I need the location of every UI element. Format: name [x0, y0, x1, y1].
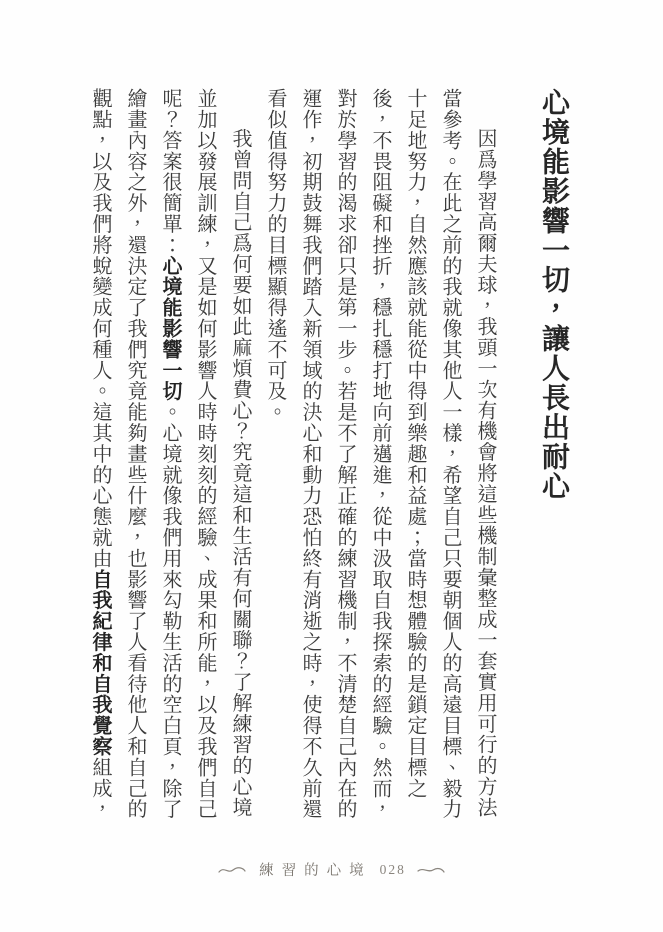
emphasis-text: 自我紀律和自我覺察 [89, 568, 111, 757]
body-segment: 。心境就像我們用來勾勒生活的空白頁，除了繪畫內容之外，還決定了我們究竟能夠畫些什麼，也影響了人看待他人和自己的觀點，以及我們將蛻變成何種人。這其中的心態就由 [89, 88, 181, 820]
body-segment: 我曾問自己爲何要如此麻煩費心？究竟這和生活有何關聯？了解練習的心境並加以發展訓練，又是如何影響人時時刻刻的經驗、成果和所能，以及我們自己呢？答案很簡單： [159, 88, 251, 820]
body-text [82, 88, 502, 820]
body-segment: 因爲學習高爾夫球，我頭一次有機會將這些機制彙整成一套實用可行的方法當參考。在此之前的我就像其他人一樣，希望自己只要朝個人的高遠目標、毅力十足地努力，自然應該就能從中得到樂趣和益處；當時想體驗的是鎖定目標之後，不畏阻礙和挫折，穩扎穩打地向前邁進，從中汲取自我探索的經驗。然而，對於學習的渴求卻只是第一步。若是不了解正確的練習機制，不清楚自己內在的運作，初期鼓舞我們踏入新領域的決心和動力恐怕終有消逝之時，使得不久前還看似值得努力的目標顯得遙不可及。 [264, 88, 496, 820]
footer-book-title: 練習的心境 [259, 863, 372, 879]
running-footer [0, 859, 663, 880]
wave-ornament-left-icon [217, 864, 247, 876]
chapter-title: 心境能影響一切，讓人長出耐心 [538, 88, 569, 501]
emphasis-text: 心境能影響一切 [159, 255, 181, 402]
footer-page-number: 028 [379, 861, 406, 877]
page-content [82, 88, 575, 820]
paragraph [257, 88, 502, 820]
body-segment: 組成， [89, 756, 111, 820]
wave-ornament-right-icon [416, 864, 446, 876]
paragraph [82, 88, 257, 820]
